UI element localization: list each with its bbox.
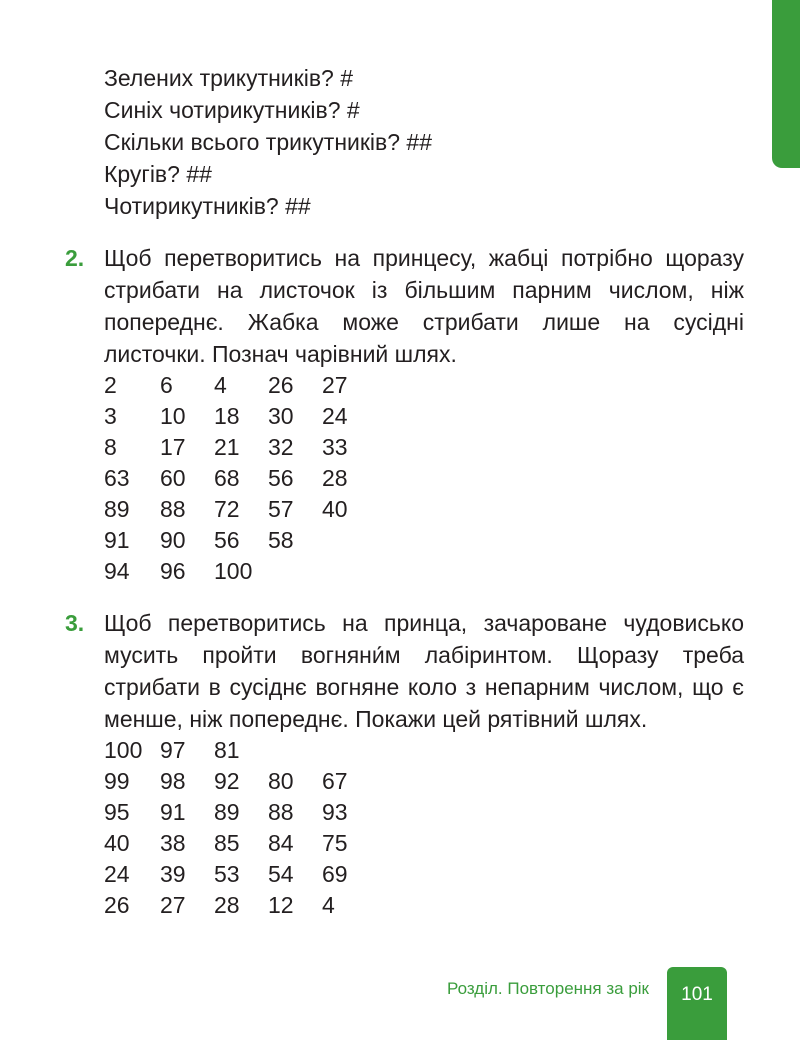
intro-questions: [104, 62, 745, 222]
grid-number: 81: [214, 737, 240, 763]
number-grid: [104, 370, 745, 587]
grid-row: [104, 370, 745, 401]
intro-question: Чотирикутників? ##: [104, 193, 311, 219]
grid-number: 2: [104, 372, 117, 398]
grid-number: 18: [214, 403, 240, 429]
page-content: [65, 62, 745, 921]
grid-number: 67: [322, 768, 348, 794]
grid-number: 8: [104, 434, 117, 460]
grid-number: 38: [160, 830, 186, 856]
grid-number: 58: [268, 527, 294, 553]
grid-number: 27: [322, 372, 348, 398]
grid-number: 4: [322, 892, 335, 918]
grid-number: 28: [214, 892, 240, 918]
grid-number: 91: [104, 527, 130, 553]
grid-number: 75: [322, 830, 348, 856]
grid-number: 21: [214, 434, 240, 460]
grid-number: 89: [104, 496, 130, 522]
grid-number: 88: [160, 496, 186, 522]
task-number: 3.: [65, 610, 85, 636]
grid-number: 85: [214, 830, 240, 856]
grid-number: 10: [160, 403, 186, 429]
grid-number: 56: [214, 527, 240, 553]
grid-number: 88: [268, 799, 294, 825]
grid-number: 27: [160, 892, 186, 918]
grid-number: 93: [322, 799, 348, 825]
grid-number: 99: [104, 768, 130, 794]
page-number: 101: [681, 984, 713, 1005]
task-text: Щоб перетворитись на принца, зачароване чудовисько мусить пройти вогняни́м лабіринтом. Щоразу треба стрибати в сусіднє вогняне коло з непарним числом, що є менше, ніж попереднє. Покажи цей рятівний шлях.: [104, 610, 744, 732]
grid-number: 53: [214, 861, 240, 887]
grid-number: 68: [214, 465, 240, 491]
task-number: 2.: [65, 245, 85, 271]
grid-row: [104, 432, 745, 463]
grid-number: 57: [268, 496, 294, 522]
number-grid: [104, 735, 745, 921]
grid-row: [104, 463, 745, 494]
grid-number: 89: [214, 799, 240, 825]
grid-row: [104, 494, 745, 525]
grid-row: [104, 766, 745, 797]
grid-row: [104, 828, 745, 859]
grid-number: 54: [268, 861, 294, 887]
grid-row: [104, 797, 745, 828]
grid-number: 72: [214, 496, 240, 522]
grid-number: 30: [268, 403, 294, 429]
grid-number: 69: [322, 861, 348, 887]
intro-question: Зелених трикутників? #: [104, 65, 354, 91]
grid-number: 39: [160, 861, 186, 887]
grid-row: [104, 859, 745, 890]
intro-question: Синіх чотирикутників? #: [104, 97, 360, 123]
grid-number: 24: [322, 403, 348, 429]
grid-number: 63: [104, 465, 130, 491]
grid-number: 28: [322, 465, 348, 491]
grid-number: 90: [160, 527, 186, 553]
grid-row: [104, 556, 745, 587]
task-text: Щоб перетворитись на принцесу, жабці потрібно щоразу стрибати на листочок із більшим парним числом, ніж попереднє. Жабка може стрибати лише на сусідні листочки. Познач чарівний шлях.: [104, 245, 744, 367]
grid-number: 95: [104, 799, 130, 825]
grid-number: 92: [214, 768, 240, 794]
grid-number: 98: [160, 768, 186, 794]
grid-number: 6: [160, 372, 173, 398]
grid-row: [104, 890, 745, 921]
grid-number: 40: [322, 496, 348, 522]
grid-number: 26: [268, 372, 294, 398]
grid-number: 84: [268, 830, 294, 856]
intro-question: Скільки всього трикутників? ##: [104, 129, 433, 155]
grid-row: [104, 401, 745, 432]
grid-number: 100: [104, 737, 143, 763]
grid-number: 97: [160, 737, 186, 763]
intro-question: Кругів? ##: [104, 161, 212, 187]
grid-number: 80: [268, 768, 294, 794]
grid-number: 91: [160, 799, 186, 825]
grid-number: 94: [104, 558, 130, 584]
grid-number: 3: [104, 403, 117, 429]
grid-number: 96: [160, 558, 186, 584]
grid-number: 12: [268, 892, 294, 918]
grid-number: 60: [160, 465, 186, 491]
grid-number: 56: [268, 465, 294, 491]
grid-number: 26: [104, 892, 130, 918]
grid-number: 24: [104, 861, 130, 887]
grid-number: 33: [322, 434, 348, 460]
task-3: [65, 607, 745, 921]
grid-number: 17: [160, 434, 186, 460]
task-2: [65, 242, 745, 587]
chapter-side-tab: [772, 0, 800, 168]
grid-row: [104, 525, 745, 556]
grid-row: [104, 735, 745, 766]
page-number-badge: [667, 967, 727, 1040]
grid-number: 4: [214, 372, 227, 398]
grid-number: 40: [104, 830, 130, 856]
grid-number: 100: [214, 558, 253, 584]
grid-number: 32: [268, 434, 294, 460]
footer-section-title: Розділ. Повторення за рік: [447, 979, 649, 998]
